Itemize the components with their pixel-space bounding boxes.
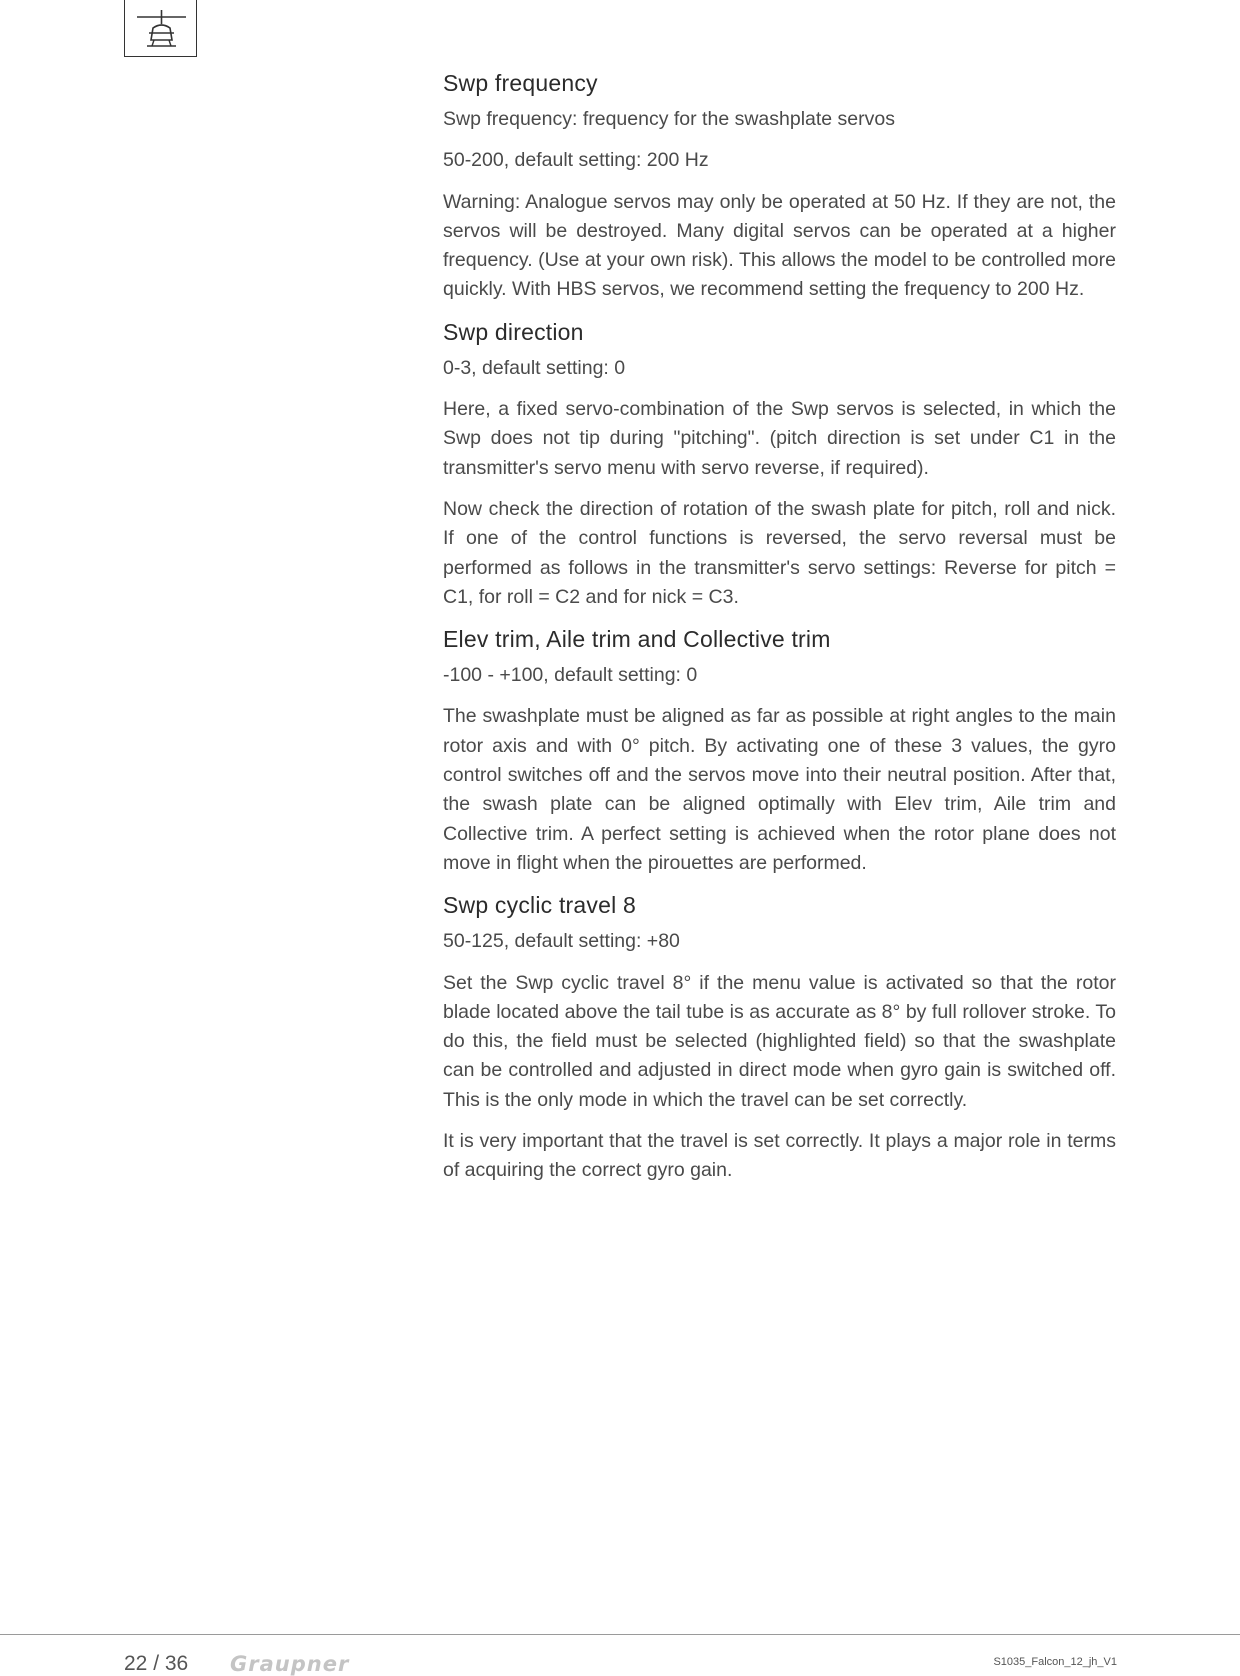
paragraph: 50-200, default setting: 200 Hz	[443, 149, 709, 172]
paragraph: Here, a fixed servo-combination of the Swp servos is selected, in which the Swp does not tip during "pitching". (pitch direction is set under C1 in the transmitter's servo menu with servo reverse, if required).	[443, 398, 1116, 479]
document-id: S1035_Falcon_12_jh_V1	[993, 1656, 1117, 1668]
paragraph: 0-3, default setting: 0	[443, 356, 626, 379]
section-swp-frequency	[443, 68, 1116, 305]
paragraph: Set the Swp cyclic travel 8° if the menu value is activated so that the rotor blade located above the tail tube is as accurate as 8° by full rollover stroke. To do this, the field must be selected (highlighted field) so that the swashplate can be controlled and adjusted in direct mode when gyro gain is switched off. This is the only mode in which the travel can be set correctly.	[443, 971, 1116, 1111]
page-number: 22 / 36	[124, 1652, 189, 1675]
paragraph: Warning: Analogue servos may only be operated at 50 Hz. If they are not, the servos will be destroyed. Many digital servos can be operated at a higher frequency. (Use at your own risk). This allows the model to be controlled more quickly. With HBS servos, we recommend setting the frequency to 200 Hz.	[443, 190, 1116, 301]
paragraph: -100 - +100, default setting: 0	[443, 664, 698, 687]
document-body	[443, 68, 1116, 1198]
section-heading: Swp direction	[443, 318, 584, 345]
paragraph: Swp frequency: frequency for the swashplate servos	[443, 108, 895, 130]
section-trim	[443, 624, 1116, 878]
section-swp-direction	[443, 317, 1116, 612]
paragraph: It is very important that the travel is set correctly. It plays a major role in terms of acquiring the correct gyro gain.	[443, 1130, 1116, 1182]
paragraph: Now check the direction of rotation of the swash plate for pitch, roll and nick. If one of the control functions is reversed, the servo reversal must be performed as follows in the transmitter's servo settings: Reverse for pitch = C1, for roll = C2 and for nick = C3.	[443, 497, 1116, 608]
section-heading: Elev trim, Aile trim and Collective trim	[443, 626, 831, 653]
helicopter-icon	[124, 0, 197, 57]
section-heading: Swp frequency	[443, 70, 598, 96]
section-swp-cyclic-travel	[443, 890, 1116, 1185]
footer-divider	[0, 1634, 1240, 1635]
paragraph: The swashplate must be aligned as far as possible at right angles to the main rotor axis and with 0° pitch. By activating one of these 3 values, the gyro control switches off and the servos move into their neutral position. After that, the swash plate can be aligned optimally with Elev trim, Aile trim and Collective trim. A perfect setting is achieved when the rotor plane does not move in flight when the pirouettes are performed.	[443, 705, 1116, 874]
section-heading: Swp cyclic travel 8	[443, 892, 636, 919]
brand-logo: Graupner	[230, 1652, 350, 1676]
paragraph: 50-125, default setting: +80	[443, 930, 680, 953]
